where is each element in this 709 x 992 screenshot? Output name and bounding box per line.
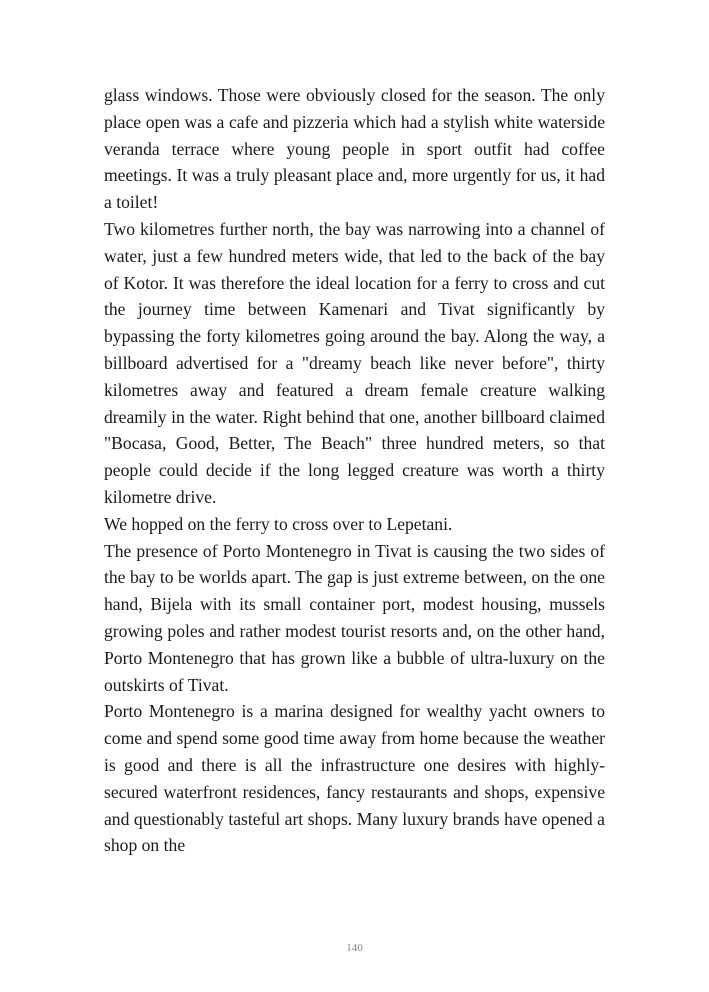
paragraph: The presence of Porto Montenegro in Tivat is causing the two sides of the bay to be worlds apart. The gap is just extreme between, on the one hand, Bijela with its small container port, modest housing, mussels growing poles and rather modest tourist resorts and, on the other hand, Porto Montenegro that has grown like a bubble of ultra-luxury on the outskirts of Tivat. <box>104 540 605 695</box>
paragraph: We hopped on the ferry to cross over to Lepetani. <box>104 513 453 534</box>
paragraph: glass windows. Those were obviously closed for the season. The only place open was a cafe and pizzeria which had a stylish white waterside veranda terrace where young people in sport outfit had coffee meetings. It was a truly pleasant place and, more urgently for us, it had a toilet! <box>104 85 605 213</box>
page-body <box>104 82 605 859</box>
paragraph: Two kilometres further north, the bay was narrowing into a channel of water, just a few hundred meters wide, that led to the back of the bay of Kotor. It was therefore the ideal location for a ferry to cross and cut the journey time between Kamenari and Tivat significantly by bypassing the forty kilometres going around the bay. Along the way, a billboard advertised for a "dreamy beach like never before", thirty kilometres away and featured a dream female creature walking dreamily in the water. Right behind that one, another billboard claimed "Bocasa, Good, Better, The Beach" three hundred meters, so that people could decide if the long legged creature was worth a thirty kilometre drive. <box>104 218 605 507</box>
paragraph: Porto Montenegro is a marina designed for wealthy yacht owners to come and spend some good time away from home because the weather is good and there is all the infrastructure one desires with highly-secured waterfront residences, fancy restaurants and shops, expensive and questionably tasteful art shops. Many luxury brands have opened a shop on the <box>104 701 605 856</box>
page-number: 140 <box>346 942 363 954</box>
